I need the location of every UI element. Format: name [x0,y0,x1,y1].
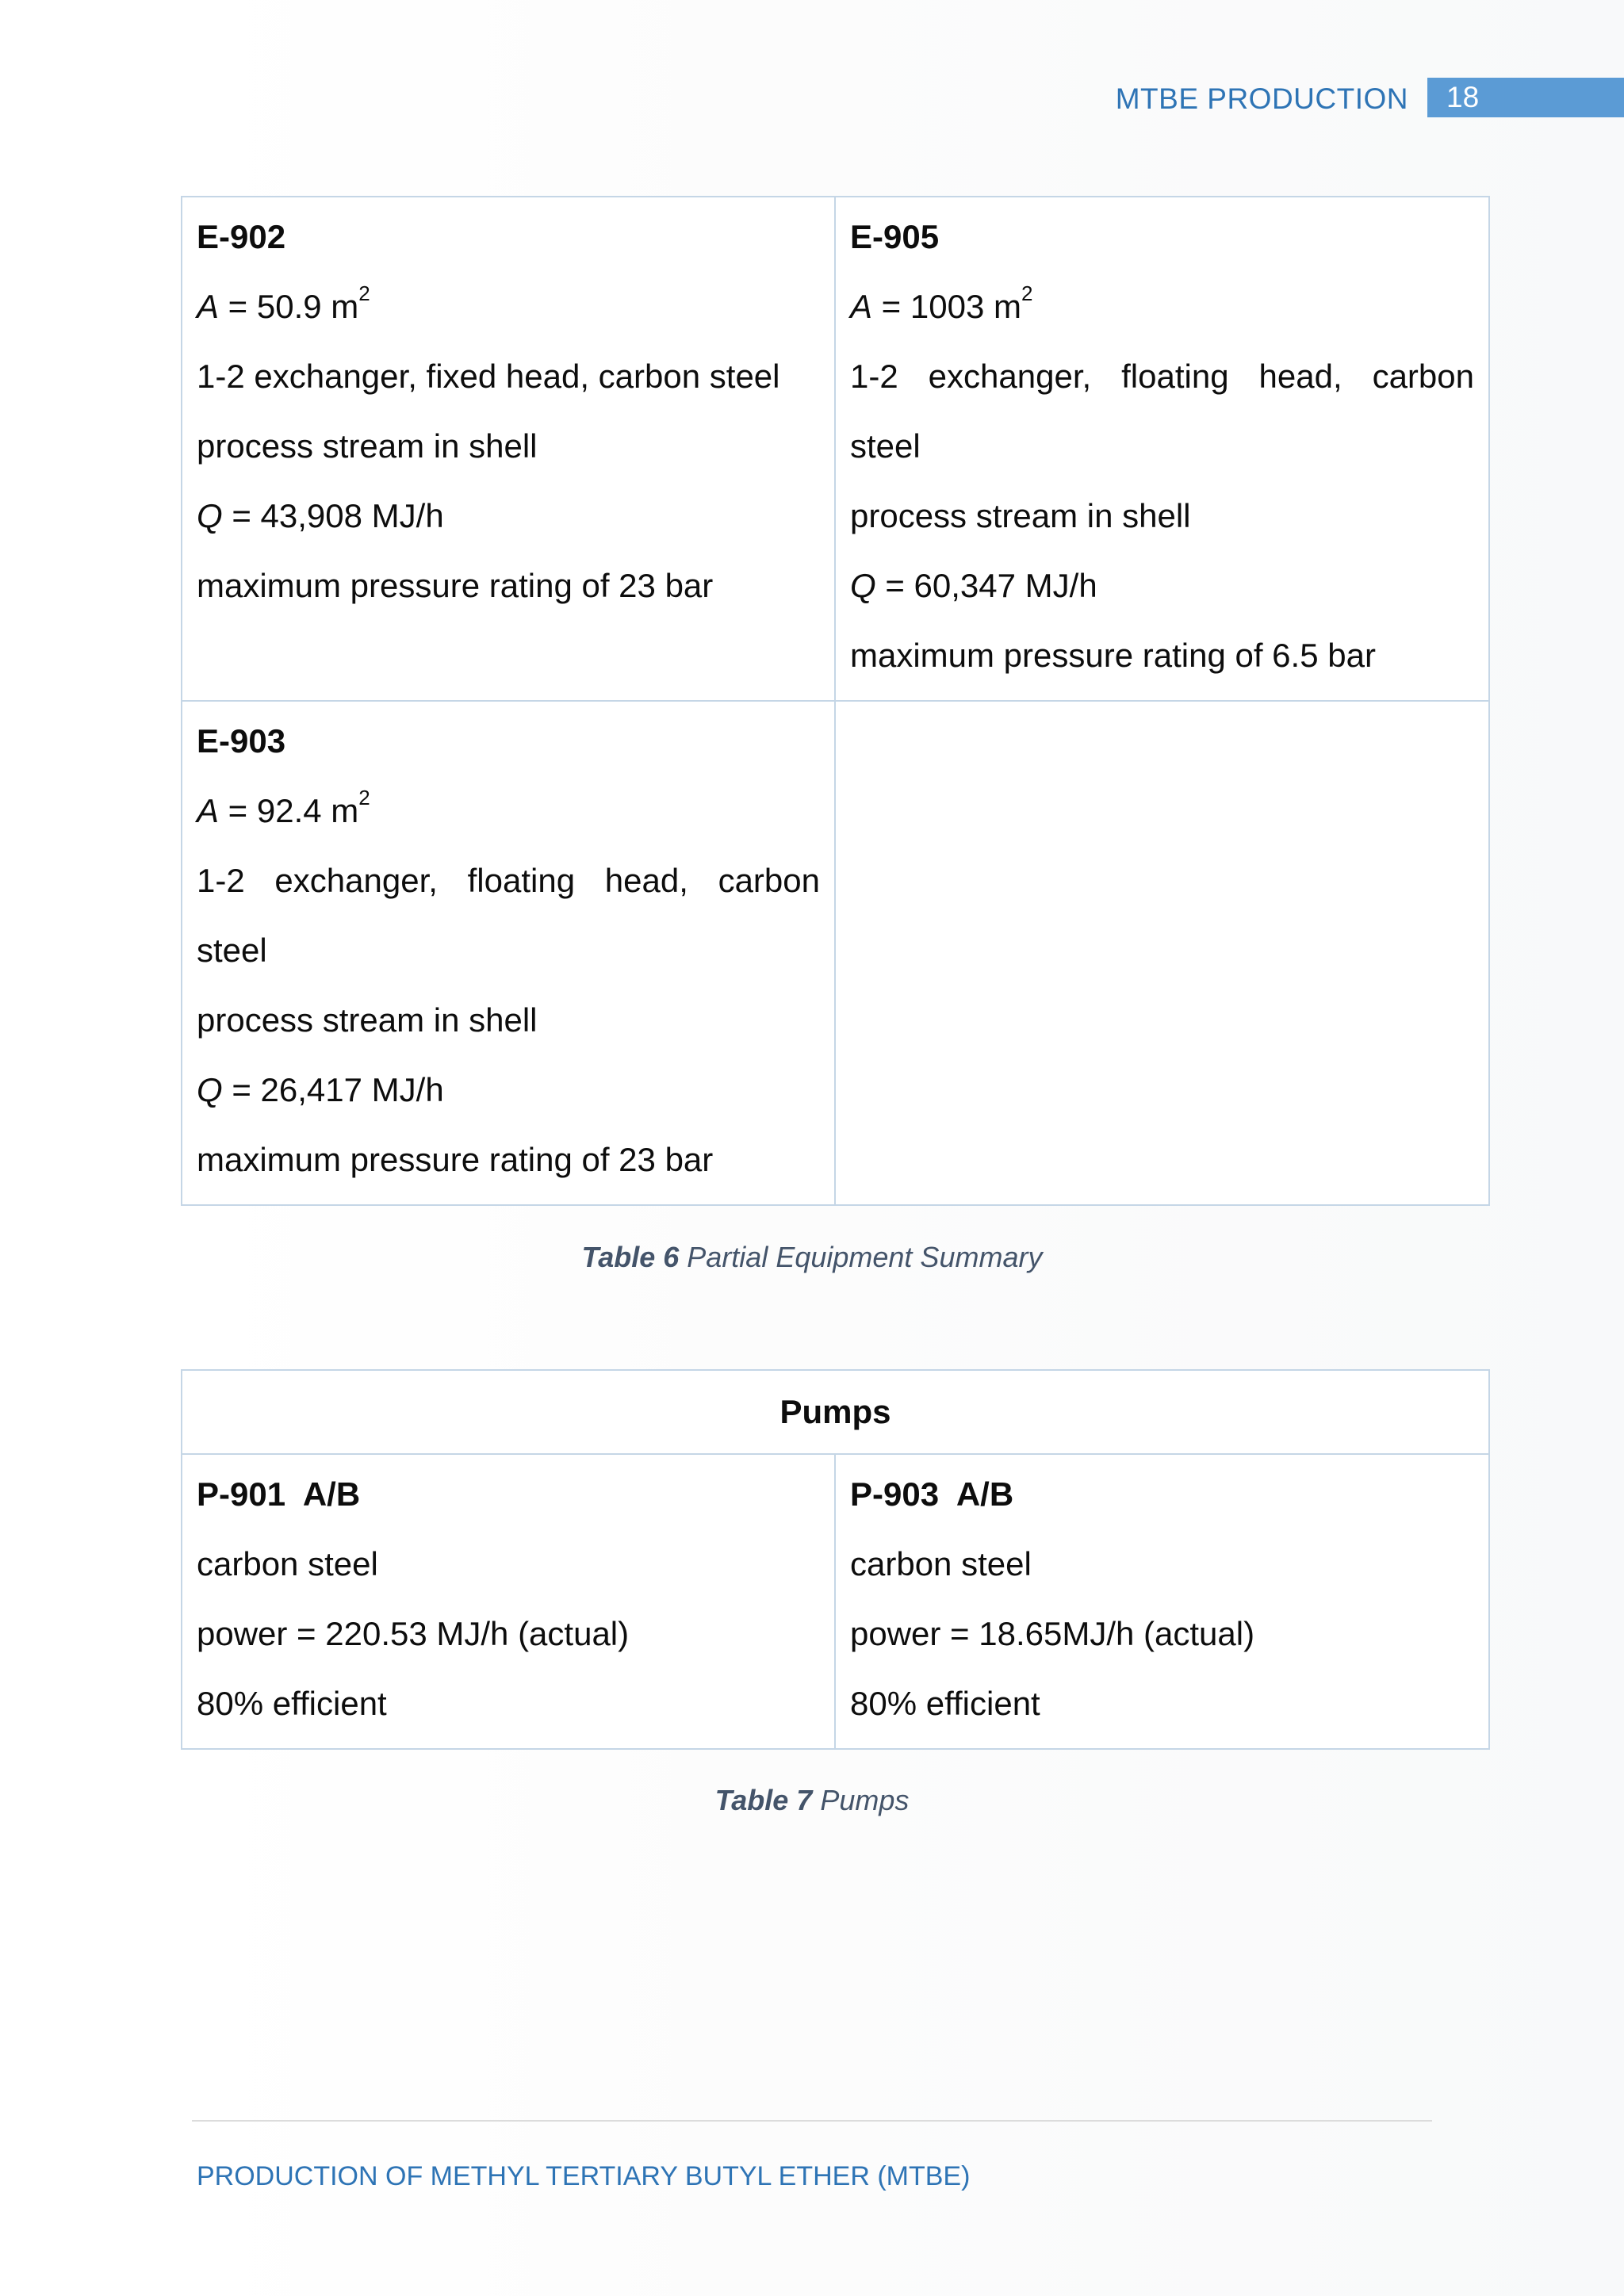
exchanger-type: 1-2 exchanger, floating head, carbon [850,358,1474,395]
page-number-box [1427,78,1624,117]
area-exponent: 2 [358,786,370,809]
pressure-rating: maximum pressure rating of 6.5 bar [850,637,1376,674]
area-variable: A [197,792,220,829]
area-exponent: 2 [358,281,370,305]
table-caption [0,1241,1624,1274]
area-line [197,272,820,342]
pump-power: power = 220.53 MJ/h (actual) [197,1615,630,1652]
footer-divider [192,2120,1432,2122]
area-variable: A [850,288,873,325]
area-line [850,272,1474,342]
duty-variable: Q [197,497,223,534]
page-number: 18 [1446,81,1480,113]
table-row [182,1454,1489,1749]
duty-variable: Q [197,1071,223,1108]
pump-material: carbon steel [197,1545,378,1582]
equipment-summary-table [181,196,1490,1206]
stream-location: process stream in shell [197,427,538,465]
equipment-tag: E-905 [850,218,940,255]
duty-variable: Q [850,567,876,604]
footer-document-title: PRODUCTION OF METHYL TERTIARY BUTYL ETHER (MTBE) [197,2161,971,2191]
table-header-row [182,1370,1489,1454]
caption-number: Table 7 [714,1784,813,1816]
table-caption [0,1784,1624,1817]
pump-tag: P-901 A/B [197,1475,361,1513]
duty-line [197,481,820,551]
pump-material: carbon steel [850,1545,1032,1582]
exchanger-type-continued: steel [197,932,267,969]
equipment-tag: E-903 [197,722,286,760]
pump-efficiency: 80% efficient [850,1685,1040,1722]
duty-line [850,551,1474,621]
duty-value: = 60,347 MJ/h [875,567,1097,604]
table-cell-p903 [835,1454,1489,1749]
caption-text: Partial Equipment Summary [687,1241,1043,1273]
pump-power: power = 18.65MJ/h (actual) [850,1615,1255,1652]
exchanger-type-continued: steel [850,427,921,465]
table-cell-empty [835,701,1489,1205]
pressure-rating: maximum pressure rating of 23 bar [197,1141,714,1178]
pump-tag: P-903 A/B [850,1475,1014,1513]
exchanger-type: 1-2 exchanger, floating head, carbon [197,862,820,899]
equipment-tag: E-902 [197,218,286,255]
table-cell-p901 [182,1454,835,1749]
area-value: = 1003 m [872,288,1021,325]
table-heading-cell [182,1370,1489,1454]
area-line [197,776,820,846]
pressure-rating: maximum pressure rating of 23 bar [197,567,714,604]
area-exponent: 2 [1021,281,1033,305]
table-cell-e905 [835,197,1489,701]
caption-number: Table 6 [581,1241,680,1273]
area-variable: A [197,288,220,325]
duty-value: = 43,908 MJ/h [222,497,444,534]
running-header-title: MTBE PRODUCTION [1115,82,1408,115]
pump-efficiency: 80% efficient [197,1685,387,1722]
table-heading: Pumps [779,1393,891,1430]
exchanger-type: 1-2 exchanger, fixed head, carbon steel [197,358,780,395]
duty-line [197,1055,820,1125]
area-value: = 92.4 m [219,792,359,829]
duty-value: = 26,417 MJ/h [222,1071,444,1108]
stream-location: process stream in shell [197,1001,538,1039]
pumps-table [181,1369,1490,1750]
table-cell-e903 [182,701,835,1205]
table-cell-e902 [182,197,835,701]
table-row [182,701,1489,1205]
stream-location: process stream in shell [850,497,1191,534]
table-row [182,197,1489,701]
caption-text: Pumps [820,1784,910,1816]
area-value: = 50.9 m [219,288,359,325]
